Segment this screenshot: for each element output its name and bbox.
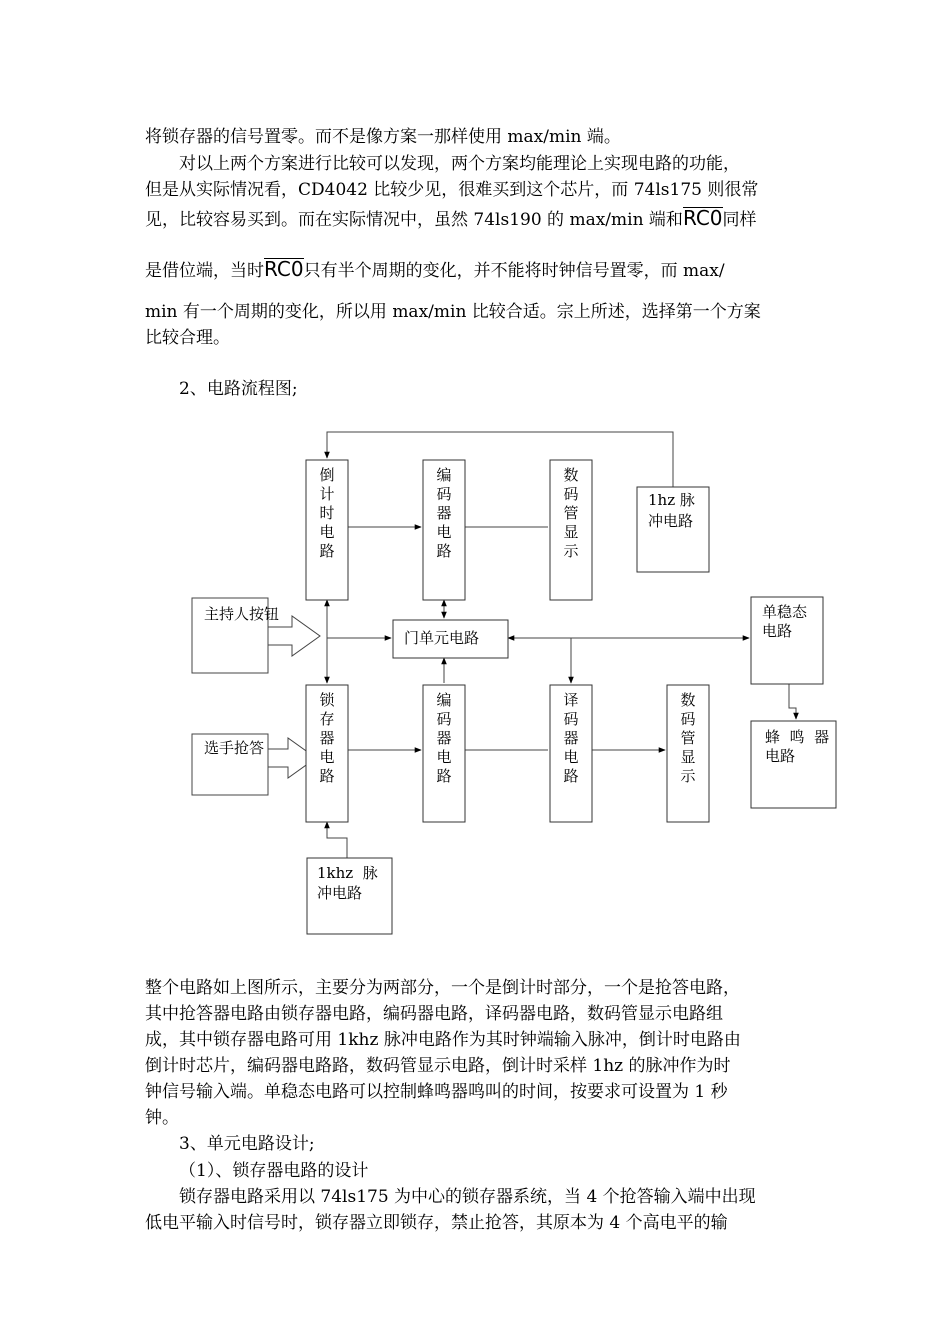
- text-line: min 有一个周期的变化，所以用 max/min 比较合适。宗上所述，选择第一个方案: [145, 302, 761, 322]
- player-answer-label: 选手抢答: [204, 739, 265, 757]
- countdown-circuit-box: [306, 460, 348, 600]
- countdown-char: 时: [319, 504, 335, 522]
- decoder-char: 电: [563, 748, 579, 766]
- encoder-top-box: [423, 460, 465, 600]
- encoder-bottom-char: 路: [436, 767, 452, 785]
- pulse-1hz-label: 冲电路: [648, 512, 694, 530]
- pulse-1khz-label: 1khz 脉: [317, 864, 378, 882]
- decoder-char: 码: [563, 710, 579, 728]
- buzzer-label: 蜂 鸣 器: [765, 728, 830, 746]
- latch-char: 存: [319, 710, 335, 728]
- countdown-char: 计: [319, 485, 335, 503]
- pulse-1khz-box: [307, 858, 392, 934]
- encoder-bottom-char: 编: [436, 691, 452, 709]
- text-line: 对以上两个方案进行比较可以发现，两个方案均能理论上实现电路的功能，: [179, 154, 740, 174]
- encoder-top-char: 器: [436, 504, 452, 522]
- latch-char: 器: [319, 729, 335, 747]
- countdown-char: 路: [319, 542, 335, 560]
- text-line: 倒计时芯片，编码器电路路，数码管显示电路，倒计时采样 1hz 的脉冲作为时: [145, 1056, 731, 1076]
- text-line: 低电平输入时信号时，锁存器立即锁存，禁止抢答，其原本为 4 个高电平的输: [145, 1213, 728, 1233]
- encoder-bottom-char: 码: [436, 710, 452, 728]
- pulse-1hz-box: [637, 487, 709, 572]
- section-heading: 3、单元电路设计;: [179, 1134, 315, 1154]
- text-line: 钟。: [145, 1108, 179, 1128]
- display-bottom-char: 显: [680, 748, 696, 766]
- text-line: 成，其中锁存器电路可用 1khz 脉冲电路作为其时钟端输入脉冲，倒计时电路由: [145, 1030, 741, 1050]
- text-line: 钟信号输入端。单稳态电路可以控制蜂鸣器鸣叫的时间，按要求可设置为 1 秒: [145, 1082, 728, 1102]
- display-bottom-char: 管: [680, 729, 696, 747]
- encoder-bottom-box: [423, 685, 465, 822]
- subsection-heading: （1）、锁存器电路的设计: [179, 1161, 369, 1181]
- encoder-bottom-char: 电: [436, 748, 452, 766]
- gate-circuit-box: [393, 620, 508, 658]
- encoder-top-char: 电: [436, 523, 452, 541]
- text-line: 比较合理。: [145, 328, 230, 348]
- latch-char: 路: [319, 767, 335, 785]
- latch-char: 电: [319, 748, 335, 766]
- text-line: 锁存器电路采用以 74ls175 为中心的锁存器系统，当 4 个抢答输入端中出现: [179, 1187, 756, 1207]
- display-top-box: [550, 460, 592, 600]
- text-line: 见，比较容易买到。而在实际情况中，虽然 74ls190 的 max/min 端和RC0同样: [145, 206, 757, 230]
- monostable-label: 电路: [762, 622, 793, 640]
- overline-rco: RC0: [682, 206, 723, 230]
- display-top-char: 码: [563, 485, 579, 503]
- text-line: 但是从实际情况看，CD4042 比较少见，很难买到这个芯片，而 74ls175 则很常: [145, 180, 759, 200]
- display-bottom-char: 码: [680, 710, 696, 728]
- countdown-char: 电: [319, 523, 335, 541]
- pulse-1khz-label: 冲电路: [317, 884, 363, 902]
- host-button-label: 主持人按钮: [204, 605, 280, 623]
- monostable-label: 单稳态: [762, 603, 808, 621]
- display-top-char: 示: [563, 542, 579, 560]
- encoder-top-char: 编: [436, 466, 452, 484]
- decoder-char: 译: [563, 691, 579, 709]
- decoder-box: [550, 685, 592, 822]
- display-bottom-char: 数: [680, 691, 696, 709]
- text-line: 是借位端，当时RC0只有半个周期的变化，并不能将时钟信号置零，而 max/: [145, 257, 725, 281]
- encoder-bottom-char: 器: [436, 729, 452, 747]
- player-answer-box: [192, 734, 268, 795]
- monostable-box: [751, 597, 823, 684]
- display-bottom-box: [667, 685, 709, 822]
- display-bottom-char: 示: [680, 767, 696, 785]
- pulse-1hz-label: 1hz 脉: [648, 491, 695, 509]
- host-button-box: [192, 598, 279, 673]
- latch-char: 锁: [319, 691, 335, 709]
- decoder-char: 器: [563, 729, 579, 747]
- display-top-char: 显: [563, 523, 579, 541]
- latch-circuit-box: [306, 685, 348, 822]
- encoder-top-char: 码: [436, 485, 452, 503]
- display-top-char: 管: [563, 504, 579, 522]
- buzzer-box: [751, 721, 836, 808]
- countdown-char: 倒: [319, 466, 335, 484]
- buzzer-label: 电路: [765, 747, 796, 765]
- decoder-char: 路: [563, 767, 579, 785]
- text-line: 将锁存器的信号置零。而不是像方案一那样使用 max/min 端。: [145, 127, 621, 147]
- gate-label: 门单元电路: [404, 629, 480, 647]
- text-line: 其中抢答器电路由锁存器电路，编码器电路，译码器电路，数码管显示电路组: [145, 1004, 723, 1024]
- display-top-char: 数: [563, 466, 579, 484]
- overline-rco: RC0: [264, 257, 304, 281]
- encoder-top-char: 路: [436, 542, 452, 560]
- section-heading: 2、电路流程图;: [179, 379, 298, 399]
- text-line: 整个电路如上图所示，主要分为两部分，一个是倒计时部分，一个是抢答电路，: [145, 978, 740, 998]
